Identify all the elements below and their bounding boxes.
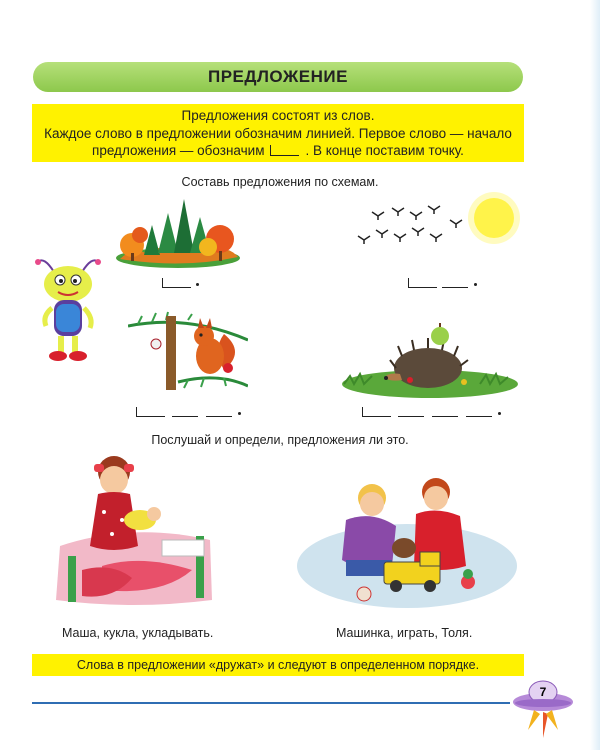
page-number-ufo: [510, 676, 576, 744]
page-edge: [590, 0, 600, 750]
squirrel-picture: [128, 300, 248, 392]
scheme-forest: [162, 278, 212, 292]
birds-and-sun-picture: [352, 190, 522, 270]
rule-line-2: Каждое слово в предложении обозначим линией. Первое слово — начало: [44, 125, 512, 141]
scheme-hedgehog: [362, 407, 522, 421]
scheme-first-word: [362, 407, 391, 417]
scheme-first-word: [136, 407, 165, 417]
hedgehog-picture: [340, 318, 520, 400]
page-number: 7: [539, 685, 547, 699]
page-title: ПРЕДЛОЖЕНИЕ: [33, 62, 523, 92]
scheme-word-line: [442, 287, 468, 288]
scheme-first-word: [162, 278, 191, 288]
scheme-word-line: [398, 416, 424, 417]
rule-box-bottom: Слова в предложении «дружат» и следуют в определенном порядке.: [32, 654, 524, 676]
scheme-word-line: [172, 416, 198, 417]
scheme-period: [474, 283, 477, 286]
scheme-period: [238, 412, 241, 415]
alien-character-picture: [34, 252, 104, 364]
rule-line-3-start: предложения — обозначим: [92, 143, 265, 158]
task-instruction-1: Составь предложения по схемам.: [181, 175, 379, 189]
scheme-first-word: [408, 278, 437, 288]
caption-boys: Машинка, играть, Толя.: [336, 626, 473, 640]
caption-girl: Маша, кукла, укладывать.: [62, 626, 214, 640]
girl-with-doll-picture: [42, 450, 222, 612]
scheme-word-line: [206, 416, 232, 417]
scheme-word-line: [466, 416, 492, 417]
sentence-start-symbol: [270, 145, 299, 156]
scheme-period: [498, 412, 501, 415]
rule-line-3-end: . В конце поставим точку.: [305, 143, 464, 158]
task-instruction-2: Послушай и определи, предложения ли это.: [151, 433, 409, 447]
scheme-squirrel: [136, 407, 266, 421]
rule-line-1: Предложения состоят из слов.: [181, 108, 375, 123]
forest-picture: [112, 195, 244, 271]
footer-line: [32, 702, 510, 704]
scheme-word-line: [432, 416, 458, 417]
scheme-birds: [408, 278, 488, 292]
scheme-period: [196, 283, 199, 286]
rule-line-3: [32, 142, 524, 160]
boys-with-toy-truck-picture: [296, 470, 518, 610]
rule-box: [32, 104, 524, 162]
